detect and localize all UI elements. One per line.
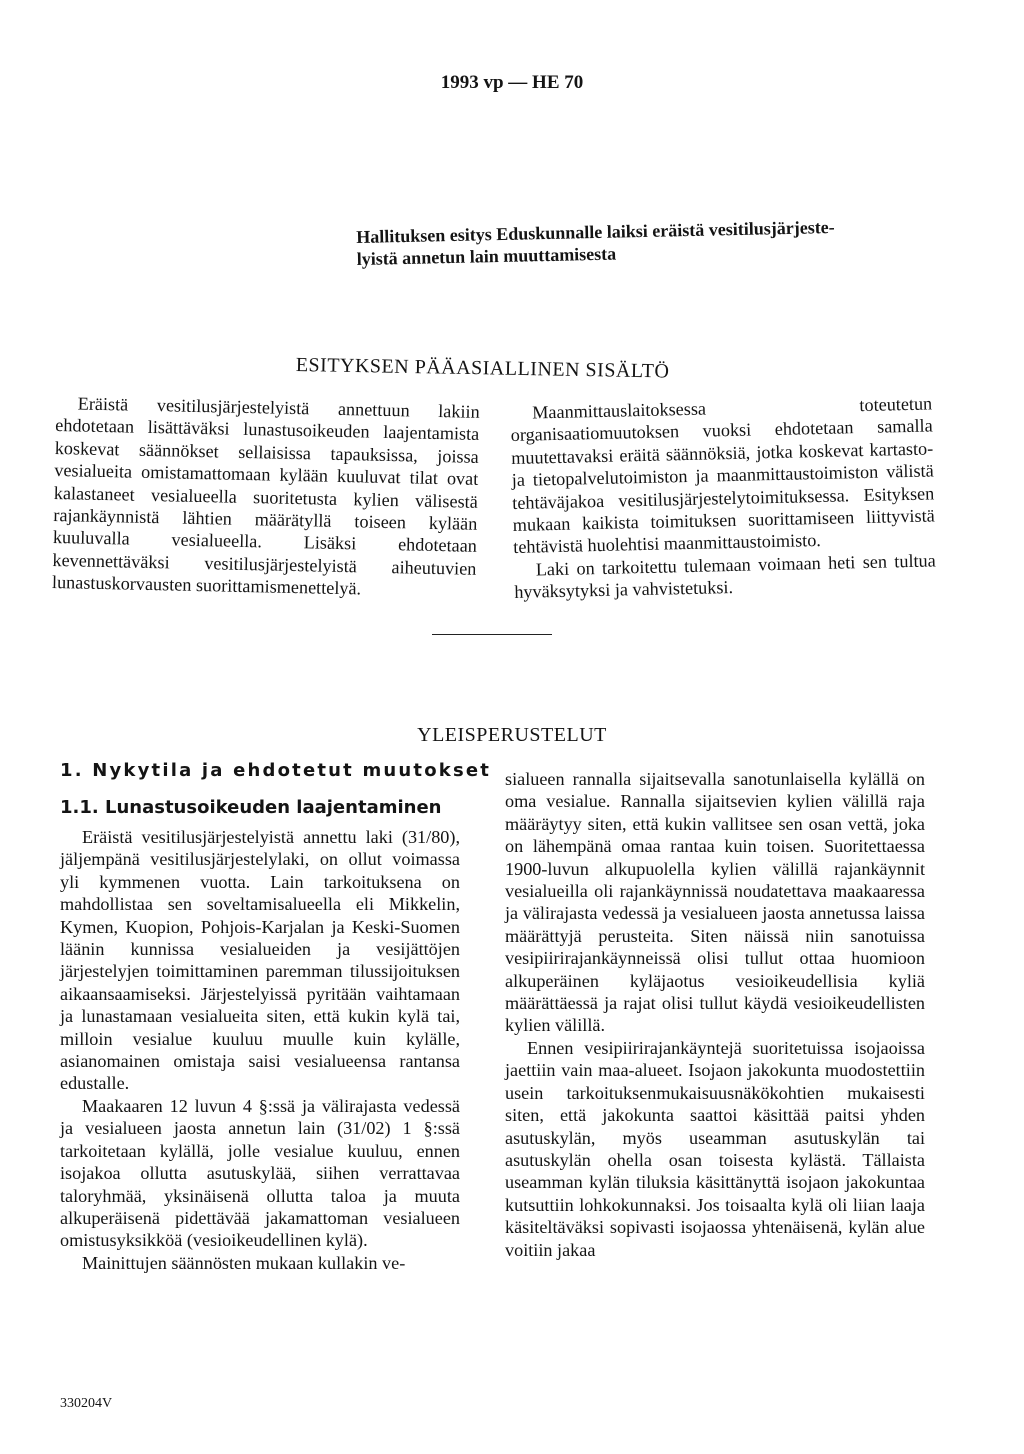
document-title-line-2: lyistä annetun lain muuttamisesta xyxy=(356,243,617,269)
summary-right-column xyxy=(510,392,936,603)
document-title-line-1: Hallituksen esitys Eduskunnalle laiksi eräistä vesitilusjärjeste- xyxy=(356,216,835,247)
summary-right-paragraph-2: Laki on tarkoitettu tulemaan voimaan heti sen tultua hyväksytyksi ja vahvistetuksi. xyxy=(514,550,936,603)
document-title xyxy=(356,213,957,270)
section-heading: 1. Nykytila ja ehdotetut muutokset xyxy=(60,760,492,781)
section-divider xyxy=(432,634,552,635)
body-left-paragraph-3: Mainittujen säännösten mukaan kullakin ve- xyxy=(82,1252,406,1273)
body-right-column xyxy=(505,768,925,1261)
summary-right-paragraph-1: Maanmittauslaitoksessa toteutetun organisaatiomuutoksen vuoksi ehdotetaan samalla muutettavaksi eräitä säännöksiä, jotka koskevat kartasto- ja tietopalvelutoimiston ja maanmittaustoimiston välistä tehtäväjakoa vesitilusjärjestelytoimituksessa. Esityksen mukaan kaikista toimituksen suorittamiseen liittyvistä tehtävistä huolehtisi maanmittaustoimisto. xyxy=(510,393,935,558)
body-left-column xyxy=(60,826,460,1274)
subsection-heading: 1.1. Lunastusoikeuden laajentaminen xyxy=(60,797,442,818)
summary-left-column xyxy=(52,392,480,602)
summary-left-paragraph: Eräistä vesitilusjärjestelyistä annettuun lakiin ehdotetaan lisättäväksi lunastusoikeuden laajentamista koskevat säännökset sellaisissa tapauksissa, joissa vesialueita omistamattomaan kylään kuuluvat tilat ovat kalastaneet vesialueella suoritetusta kylien välisestä rajankäynnistä lähtien määrätyllä toiseen kylään kuuluvalla vesialueella. Lisäksi ehdotetaan kevennettäväksi vesitilusjärjestelyistä aiheutuvien lunastuskorvausten suorittamismenettelyä. xyxy=(51,393,480,599)
body-left-paragraph-1: Eräistä vesitilusjärjestelyistä annettu laki (31/80), jäljempänä vesitilusjärjestelylaki, on ollut voimassa yli kymmenen vuotta. Lain tarkoituksena on mahdollistaa sen soveltamisalueella eli Mikkelin, Kymen, Kuopion, Pohjois-Karjalan ja Keski-Suomen läänin kunnissa vesialueiden ja vesijättöjen järjestelyjen toimittaminen paremman tilussijoituksen aikaansaamiseksi. Järjestelyissä pyritään vaihtamaan ja lunastamaan vesialueita siten, että kukin kylä tai, milloin vesialue kuuluu muulle kuin kylälle, asianomainen omistaja saisi vesialueensa rantansa edustalle. xyxy=(60,827,460,1094)
body-right-paragraph-2: Ennen vesipiirirajankäyntejä suoritetuissa isojaoissa jaettiin vain maa-alueet. Isojaon jakokunta muodostettiin usein tarkoituksenmukaisuusnäkökohtien mukaisesti siten, että jakokunta saattoi käsittää paitsi yhden asutuskylän, myös useamman asutuskylän tai asutuskylän ohella osan toisesta kylästä. Tällaista useamman kylän tiluksia käsittänyttä isojaon jakokuntaa kutsuttiin lohkokunnaksi. Jos toisaalta kylä oli liian laaja käsiteltäväksi sopivasti isojaossa yhtenäisenä, kylän alue voitiin jakaa xyxy=(505,1037,925,1260)
general-heading: YLEISPERUSTELUT xyxy=(417,724,607,746)
document-code: 330204V xyxy=(60,1396,113,1411)
running-head: 1993 vp — HE 70 xyxy=(440,72,584,93)
body-left-paragraph-2: Maakaaren 12 luvun 4 §:ssä ja välirajasta vedessä ja vesialueen jaosta annetun lain (31/02) 1 §:ssä tarkoitetaan kylällä, jolle vesialue kuuluu, ennen isojakoa ollutta asutuskylää, siihen verrattavaa taloryhmää, yksinäisenä ollutta taloa ja muuta alkuperäisenä pidettävää jakamattoman vesialueen omistusyksikköä (vesioikeudellinen kylä). xyxy=(60,1095,460,1251)
body-right-paragraph-1: sialueen rannalla sijaitsevalla sanotunlaisella kylällä on oma vesialue. Rannalla sijaitsevien kylien välillä raja määräytyy siten, että kukin vallitsee sen osan vettä, joka on lähempänä omaa rantaa kuin toisen. Suoritettaessa 1900-luvun alkupuolella kylien välillä rajankäynnit vesialueilla oli rajankäynnissä noudatettava maakaaressa ja välirajasta vedessä ja vesialueen jaosta annetussa laissa määrättyjä perusteita. Siten näissä niin sanotuissa vesipiirirajankäynneissä olisi tullut ottaa huomioon alkuperäinen kyläjaotus vesioikeudellisia kyliä määrättäessä ja rajat olisi tullut käydä vesioikeudellisten kylien välillä. xyxy=(505,769,925,1036)
summary-heading: ESITYKSEN PÄÄASIALLINEN SISÄLTÖ xyxy=(295,354,670,383)
